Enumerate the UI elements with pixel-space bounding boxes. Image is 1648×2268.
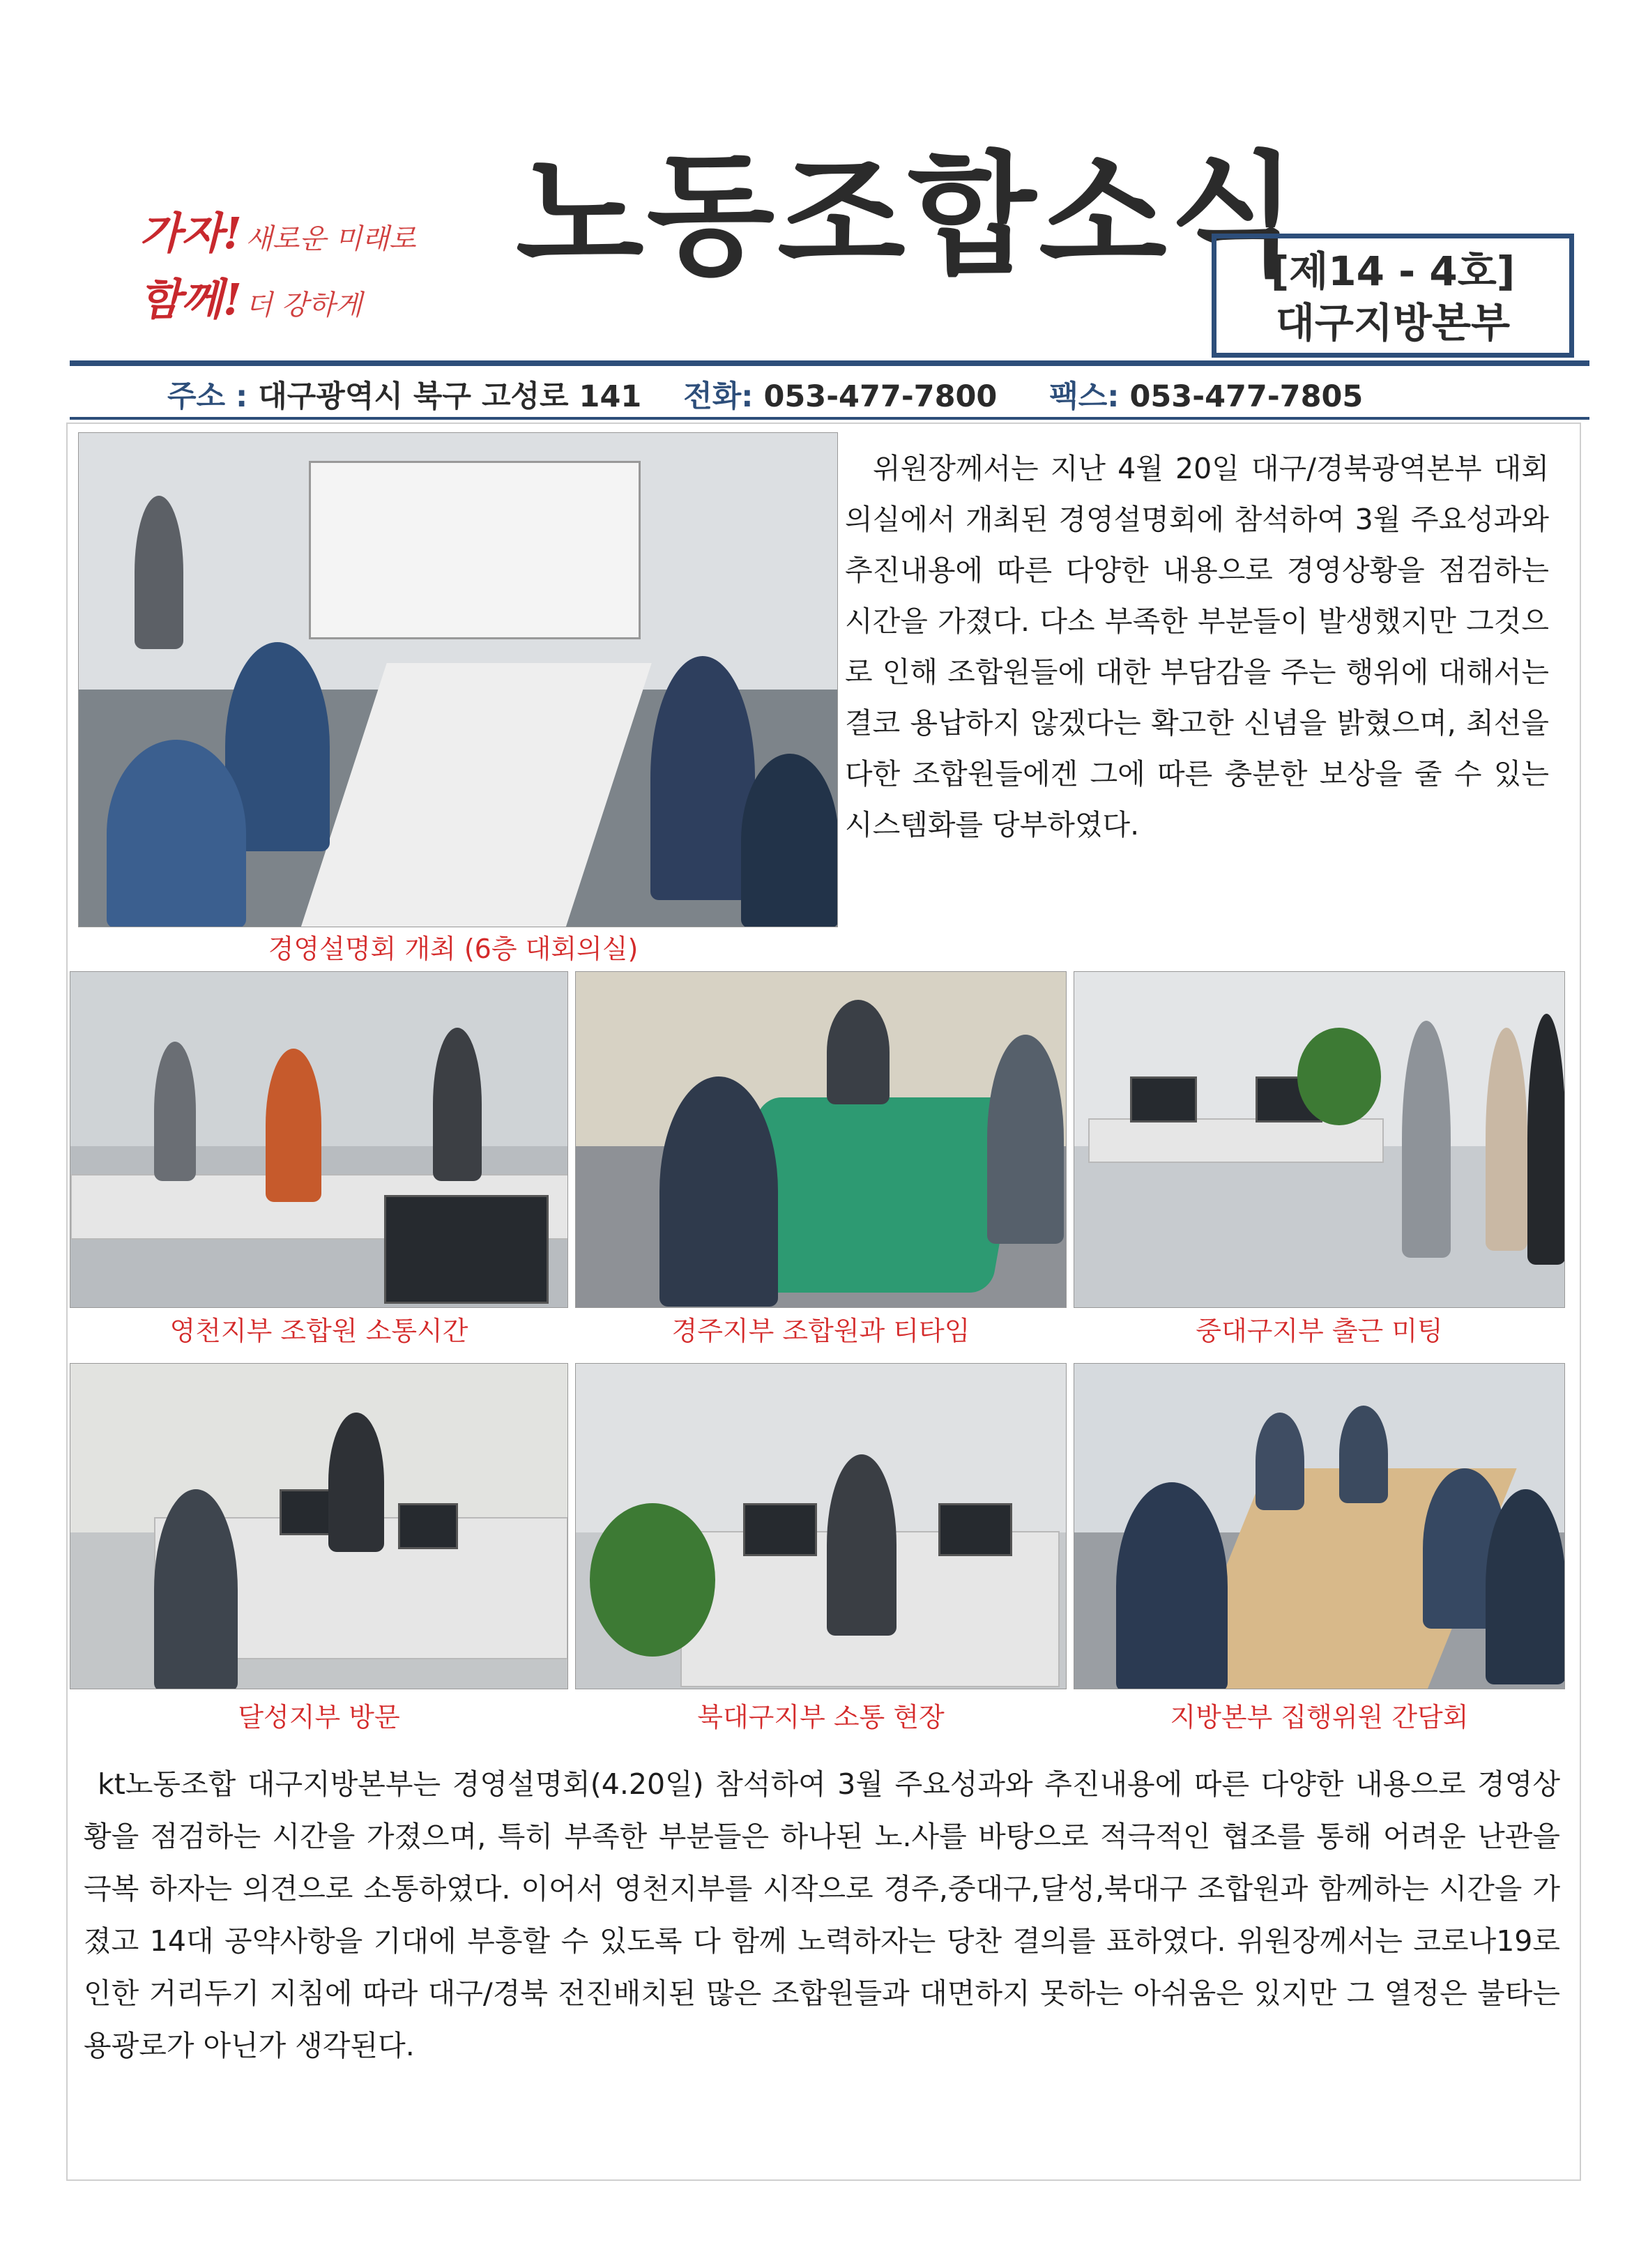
newsletter-title: 노동조합소식 [516,139,1301,293]
issue-branch: 대구지방본부 [1275,299,1511,347]
slogan-line1-small: 새로운 미래로 [245,223,416,255]
fax-label: 팩스: [1049,379,1120,414]
address-rule [70,417,1589,420]
intro-paragraph: 위원장께서는 지난 4월 20일 대구/경북광역본부 대회의실에서 개최된 경영설명회에 참석하여 3월 주요성과와 추진내용에 따른 다양한 내용으로 경영상황을 점검하는 시간을 가졌다. 다소 부족한 부분들이 발생했지만 그것으로 인해 조합원들에 대한 부담감을 주는 행위에 대해서는 결코 용납하지 않겠다는 확고한 신념을 밝혔으며, 최선을 다한 조합원들에겐 그에 따른 충분한 보상을 줄 수 있는 시스템화를 당부하였다. [845,452,1549,842]
slogan [139,199,530,331]
photo-jungdaegu [1074,971,1565,1308]
address-value: 대구광역시 북구 고성로 141 [258,379,642,414]
photo-dalseong [70,1363,568,1689]
caption-jungdaegu: 중대구지부 출근 미팅 [1196,1316,1443,1346]
photo-bukdaegu [575,1363,1067,1689]
issue-number: [제14 - 4호] [1270,248,1516,295]
address-line [167,373,1363,416]
slogan-line2-small: 더 강하게 [245,289,363,321]
phone-label: 전화: [683,379,754,414]
caption-executive-meeting: 지방본부 집행위원 간담회 [1170,1702,1469,1733]
caption-gyeongju: 경주지부 조합원과 티타임 [671,1316,970,1346]
main-photo [78,432,838,927]
phone-value: 053-477-7800 [763,379,998,414]
body-paragraph: kt노동조합 대구지방본부는 경영설명회(4.20일) 참석하여 3월 주요성과와 추진내용에 따른 다양한 내용으로 경영상황을 점검하는 시간을 가졌으며, 특히 부족한 부분들은 하나된 노.사를 바탕으로 적극적인 협조를 통해 어려운 난관을 극복 하자는 의견으로 소통하였다. 이어서 영천지부를 시작으로 경주,중대구,달성,북대구 조합원과 함께하는 시간을 가졌고 14대 공약사항을 기대에 부흥할 수 있도록 다 함께 노력하자는 당찬 결의를 표하였다. 위원장께서는 코로나19로 인한 거리두기 지침에 따라 대구/경북 전진배치된 많은 조합원들과 대면하지 못하는 아쉬움은 있지만 그 열정은 불타는 용광로가 아닌가 생각된다. [84,1767,1560,2062]
caption-bukdaegu: 북대구지부 소통 현장 [697,1702,945,1733]
main-photo-caption: 경영설명회 개최 (6층 대회의실) [268,934,639,964]
caption-yeongcheon: 영천지부 조합원 소통시간 [169,1316,468,1346]
photo-yeongcheon [70,971,568,1308]
slogan-line1-big: 가자! [139,208,242,259]
caption-dalseong: 달성지부 방문 [238,1702,400,1733]
photo-gyeongju [575,971,1067,1308]
photo-executive-meeting [1074,1363,1565,1689]
fax-value: 053-477-7805 [1129,379,1364,414]
issue-box [1212,234,1574,358]
address-label: 주소 : [167,379,248,414]
header-rule [70,360,1589,366]
slogan-line2-big: 함께! [139,274,242,325]
